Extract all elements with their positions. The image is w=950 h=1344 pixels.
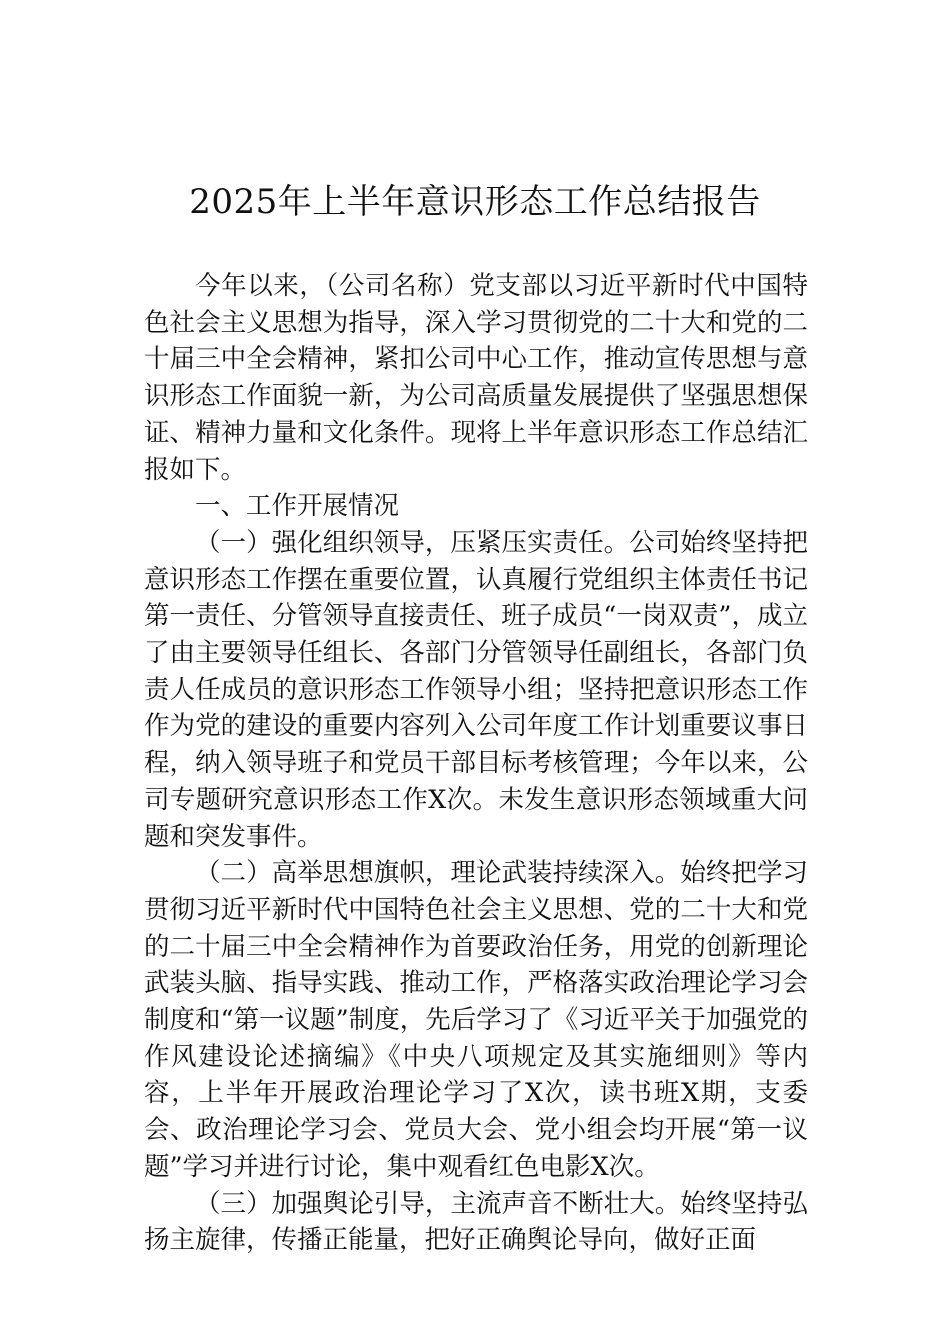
subsection-public-opinion: （三）加强舆论引导，主流声音不断壮大。始终坚持弘扬主旋律，传播正能量，把好正确舆论导向，做好正面 (144, 1188, 808, 1256)
document-body (144, 268, 808, 1259)
intro-paragraph: 今年以来，（公司名称）党支部以习近平新时代中国特色社会主义思想为指导，深入学习贯彻党的二十大和党的二十届三中全会精神，紧扣公司中心工作，推动宣传思想与意识形态工作面貌一新，为公司高质量发展提供了坚强思想保证、精神力量和文化条件。现将上半年意识形态工作总结汇报如下。 (144, 271, 808, 485)
section-heading-work-progress: 一、工作开展情况 (195, 491, 400, 522)
subsection-organization-leadership: （一）强化组织领导，压紧压实责任。公司始终坚持把意识形态工作摆在重要位置，认真履行党组织主体责任书记第一责任、分管领导直接责任、班子成员“一岗双责”，成立了由主要领导任组长、各部门分管领导任副组长，各部门负责人任成员的意识形态工作领导小组；坚持把意识形态工作作为党的建设的重要内容列入公司年度工作计划重要议事日程，纳入领导班子和党员干部目标考核管理；今年以来，公司专题研究意识形态工作X次。未发生意识形态领域重大问题和突发事件。 (144, 527, 808, 852)
subsection-ideological-banner: （二）高举思想旗帜，理论武装持续深入。始终把学习贯彻习近平新时代中国特色社会主义思想、党的二十大和党的二十届三中全会精神作为首要政治任务，用党的创新理论武装头脑、指导实践、推动工作，严格落实政治理论学习会制度和“第一议题”制度，先后学习了《习近平关于加强党的作风建设论述摘编》《中央八项规定及其实施细则》等内容，上半年开展政治理论学习了X次，读书班X期，支委会、政治理论学习会、党员大会、党小组会均开展“第一议题”学习并进行讨论，集中观看红色电影X次。 (144, 858, 808, 1182)
document-title: 2025年上半年意识形态工作总结报告 (189, 182, 761, 222)
